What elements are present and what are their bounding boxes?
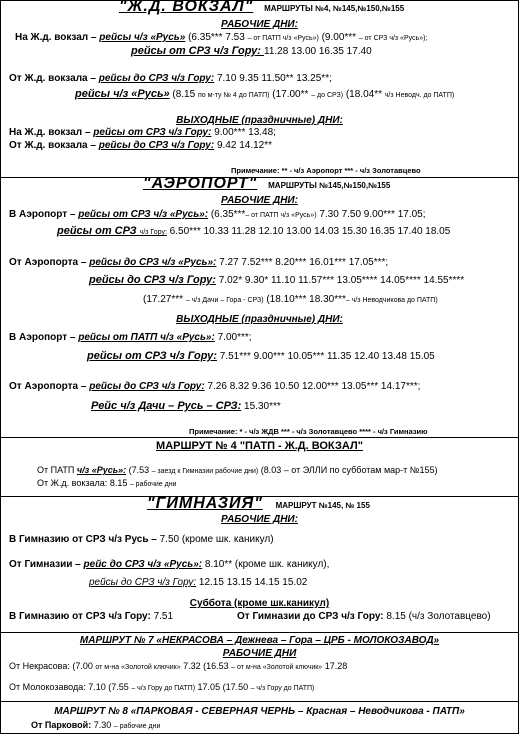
schedule-line: В Гимназию от СРЗ ч/з Гору: 7.51	[9, 611, 174, 622]
schedule-line: От Гимназии до СРЗ ч/з Гору: 8.15 (ч/з Золотавцево)	[237, 611, 491, 622]
schedule-line: рейсы до СРЗ ч/з Гору: 7.02* 9.30* 11.10 11.57*** 13.05**** 14.05**** 14.55****	[89, 274, 465, 286]
schedule-line: От Ж.д. вокзала – рейсы до СРЗ ч/з Гору: 7.10 9.35 11.50** 13.25**;	[9, 73, 332, 84]
schedule-line: В Аэропорт – рейсы от СРЗ ч/з «Русь»: (6.35***– от ПАТП ч/з «Русь») 7.30 7.50 9.00*** 17.05;	[9, 209, 426, 220]
schedule-line: От ПАТП ч/з «Русь»: (7.53 – заезд к Гимназии рабочие дни) (8.03 – от ЭЛЛИ по субботам мар-т №155)	[37, 465, 438, 475]
section-title: "ГИМНАЗИЯ"	[147, 495, 263, 512]
holidays-header: ВЫХОДНЫЕ (праздничные) ДНИ:	[176, 115, 343, 126]
schedule-line: Рейс ч/з Дачи – Русь – СРЗ: 15.30***	[91, 400, 281, 412]
section-title: "Ж.Д. ВОКЗАЛ"	[119, 0, 254, 15]
schedule-line: В Аэропорт – рейсы от ПАТП ч/з «Русь»: 7.00***;	[9, 332, 252, 343]
routes-label: МАРШРУТЫ №145,№150,№155	[268, 181, 391, 190]
schedule-line: рейсы до СРЗ ч/з Гору: 12.15 13.15 14.15 15.02	[89, 577, 308, 588]
schedule-line: рейсы от СРЗ ч/з Гору: 7.51*** 9.00*** 10.05*** 11.35 12.40 13.48 15.05	[87, 350, 435, 362]
workdays-header: РАБОЧИЕ ДНИ	[222, 648, 297, 659]
section-title: МАРШРУТ № 8 «ПАРКОВАЯ - СЕВЕРНАЯ ЧЕРНЬ – Красная – Неводчикова - ПАТП»	[54, 706, 465, 717]
note: Примечание: * - ч/з ЖДВ *** - ч/з Золотавцево **** - ч/з Гимназию	[189, 427, 428, 436]
schedule-line: рейсы ч/з «Русь» (8.15 по м-ту № 4 до ПАТП) (17.00** – до СРЗ) (18.04** ч/з Неводч. до ПАТП)	[75, 88, 455, 100]
schedule-line: От Молокозавода: 7.10 (7.55 – ч/з Гору до ПАТП) 17.05 (17.50 – ч/з Гору до ПАТП)	[9, 682, 315, 692]
routes-label: МАРШРУТ №145, № 155	[275, 501, 370, 510]
schedule-line: От Гимназии – рейс до СРЗ ч/з «Русь»: 8.10** (кроме шк. каникул),	[9, 559, 330, 570]
section-title: МАРШРУТ № 7 «НЕКРАСОВА – Дежнева – Гора – ЦРБ - МОЛОКОЗАВОД»	[79, 635, 440, 646]
section-aeroport	[0, 177, 519, 438]
section-gimnazia	[0, 496, 519, 633]
note: Примечание: ** - ч/з Аэропорт *** - ч/з Золотавцево	[231, 166, 421, 175]
schedule-line: рейсы от СРЗ ч/з Гору: 11.28 13.00 16.35 17.40	[131, 45, 372, 57]
schedule-line: В Гимназию от СРЗ ч/з Русь – 7.50 (кроме шк. каникул)	[9, 534, 274, 545]
workdays-header: РАБОЧИЕ ДНИ:	[221, 19, 298, 30]
workdays-header: РАБОЧИЕ ДНИ:	[221, 514, 298, 525]
section-route-8	[0, 701, 519, 734]
schedule-line: рейсы от СРЗ ч/з Гору: 6.50*** 10.33 11.28 12.10 13.00 14.03 15.30 16.35 17.40 18.05	[57, 225, 451, 237]
section-title: МАРШРУТ № 4 "ПАТП - Ж.Д. ВОКЗАЛ"	[156, 440, 363, 452]
section-route-7	[0, 632, 519, 702]
routes-label: МАРШРУТЫ №4, №145,№150,№155	[264, 4, 405, 13]
section-route-4	[0, 437, 519, 497]
schedule-line: От Аэропорта – рейсы до СРЗ ч/з «Русь»: 7.27 7.52*** 8.20*** 16.01*** 17.05***;	[9, 257, 389, 268]
schedule-line: На Ж.д. вокзал – рейсы от СРЗ ч/з Гору: 9.00*** 13.48;	[9, 127, 276, 138]
saturday-header: Суббота (кроме шк.каникул)	[189, 598, 330, 609]
schedule-line: От Некрасова: (7.00 от м-на «Золотой ключик» 7.32 (16.53 – от м-на «Золотой ключик» 17.28	[9, 661, 348, 671]
schedule-line: От Парковой: 7.30 – рабочие дни	[31, 720, 161, 730]
schedule-line: На Ж.д. вокзал – рейсы ч/з «Русь» (6.35*** 7.53 – от ПАТП ч/з «Русь») (9.00*** – от СРЗ ч/з «Русь»);	[15, 32, 428, 43]
holidays-header: ВЫХОДНЫЕ (праздничные) ДНИ:	[176, 314, 343, 325]
workdays-header: РАБОЧИЕ ДНИ:	[221, 195, 298, 206]
section-title: "АЭРОПОРТ"	[143, 175, 258, 192]
schedule-line: От Ж.д. вокзала: 8.15 – рабочие дни	[37, 478, 177, 488]
schedule-line: От Ж.д. вокзала – рейсы до СРЗ ч/з Гору: 9.42 14.12**	[9, 140, 272, 151]
section-vokzal	[0, 0, 519, 178]
schedule-line: От Аэропорта – рейсы до СРЗ ч/з Гору: 7.26 8.32 9.36 10.50 12.00*** 13.05*** 14.17***;	[9, 381, 421, 392]
schedule-line: (17.27*** – ч/з Дачи – Гора - СРЗ) (18.10*** 18.30***– ч/з Неводчикова до ПАТП)	[143, 294, 438, 305]
